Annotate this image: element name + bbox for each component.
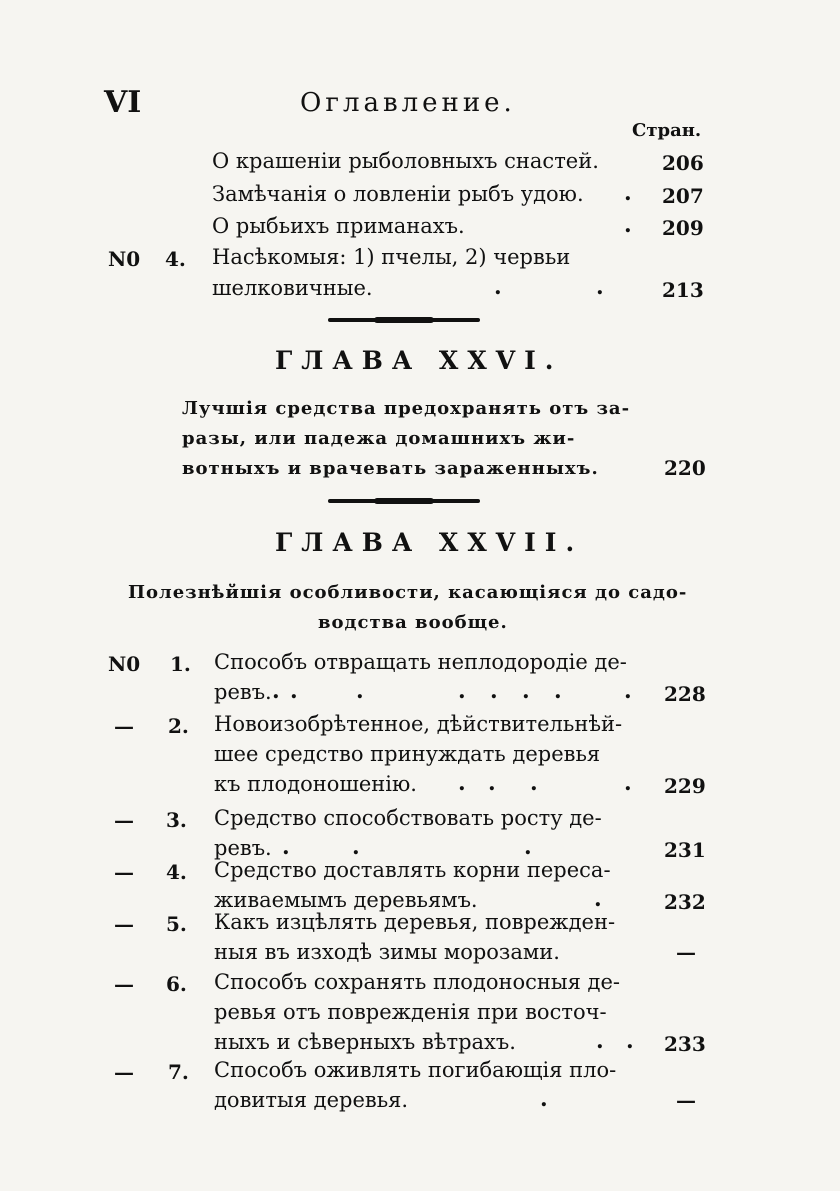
toc-entry-page: 228 — [664, 682, 706, 706]
item-mark: N0 — [108, 247, 141, 271]
toc-entry-page: — — [676, 940, 696, 964]
toc-entry-text: шее средство принуждать деревья — [214, 742, 601, 766]
leader-dot: . — [540, 1086, 548, 1112]
leader-dot: . — [594, 886, 602, 912]
toc-entry-text: къ плодоношенiю. — [214, 772, 417, 796]
toc-entry-text: Новоизобрѣтенное, дѣйствительнѣй- — [214, 712, 623, 736]
toc-entry-page: 220 — [664, 456, 706, 480]
toc-entry-text: ревъ. — [214, 680, 272, 704]
toc-entry-text: ревъ. — [214, 836, 272, 860]
leader-dot: . — [530, 770, 538, 796]
toc-entry-page: 229 — [664, 774, 706, 798]
leader-dot: . — [554, 678, 562, 704]
leader-dot: . — [490, 678, 498, 704]
toc-entry-text: Способъ сохранять плодоносныя де- — [214, 970, 621, 994]
leader-dot: . — [458, 678, 466, 704]
item-mark: — — [114, 912, 134, 936]
toc-entry-page: 233 — [664, 1032, 706, 1056]
toc-entry-text: Какъ изцѣлять деревья, поврежден- — [214, 910, 616, 934]
page-number: VI — [104, 85, 142, 120]
toc-entry-page: 232 — [664, 890, 706, 914]
leader-dot: . — [624, 678, 632, 704]
leader-dot: . — [626, 1028, 634, 1054]
item-number: 4. — [165, 247, 186, 271]
item-mark: — — [114, 860, 134, 884]
item-number: 2. — [168, 714, 189, 738]
toc-entry-page: 209 — [662, 216, 704, 240]
item-number: 3. — [166, 808, 187, 832]
toc-entry-text: Насѣкомыя: 1) пчелы, 2) червьи — [212, 245, 571, 269]
toc-entry-text: довитыя деревья. — [214, 1088, 409, 1112]
toc-entry-text: Средство доставлять корни переса- — [214, 858, 611, 882]
leader-dot: . — [522, 678, 530, 704]
toc-entry-page: 207 — [662, 184, 704, 208]
section-divider — [328, 318, 480, 322]
leader-dot: . — [488, 770, 496, 796]
leader-dot: . — [624, 180, 632, 206]
leader-dot: . — [272, 678, 280, 704]
leader-dot: . — [596, 274, 604, 300]
leader-dot: . — [624, 212, 632, 238]
chapter-heading: ГЛАВА XXVI. — [275, 346, 563, 375]
item-number: 4. — [166, 860, 187, 884]
item-mark: — — [114, 1060, 134, 1084]
leader-dot: . — [352, 834, 360, 860]
chapter-heading: ГЛАВА XXVII. — [275, 528, 584, 557]
toc-entry-text: О крашенiи рыболовныхъ снастей. — [212, 149, 599, 173]
chapter-summary-line: разы, или падежа домашнихъ жи- — [182, 428, 576, 449]
toc-entry-page: 206 — [662, 151, 704, 175]
item-number: 1. — [170, 652, 191, 676]
leader-dot: . — [458, 770, 466, 796]
toc-entry-text: О рыбьихъ приманахъ. — [212, 214, 465, 238]
toc-entry-text: Способъ отвращать неплодородiе де- — [214, 650, 627, 674]
toc-entry-text: ныя въ изходѣ зимы морозами. — [214, 940, 560, 964]
toc-entry-page: — — [676, 1088, 696, 1112]
toc-entry-text: Способъ оживлять погибающiя пло- — [214, 1058, 617, 1082]
item-mark: — — [114, 714, 134, 738]
leader-dot: . — [524, 834, 532, 860]
leader-dot: . — [356, 678, 364, 704]
leader-dot: . — [494, 274, 502, 300]
leader-dot: . — [282, 834, 290, 860]
toc-entry-text: Замѣчанiя о ловленiи рыбъ удою. — [212, 182, 584, 206]
toc-entry-text: шелковичные. — [212, 276, 373, 300]
item-mark: — — [114, 808, 134, 832]
page-column-label: Стран. — [632, 120, 702, 141]
toc-entry-page: 213 — [662, 278, 704, 302]
page-title: Оглавление. — [300, 88, 516, 118]
section-divider — [328, 499, 480, 503]
item-mark: — — [114, 972, 134, 996]
toc-entry-text: Средство способствовать росту де- — [214, 806, 602, 830]
item-number: 5. — [166, 912, 187, 936]
chapter-summary-line: Лучшiя средства предохранять отъ за- — [182, 398, 631, 419]
toc-entry-text: живаемымъ деревьямъ. — [214, 888, 478, 912]
item-number: 7. — [168, 1060, 189, 1084]
item-mark: N0 — [108, 652, 141, 676]
toc-entry-text: ревья отъ поврежденiя при восточ- — [214, 1000, 607, 1024]
leader-dot: . — [596, 1028, 604, 1054]
leader-dot: . — [624, 770, 632, 796]
chapter-summary-line: Полезнѣйшiя особливости, касающiяся до садо- — [128, 582, 688, 603]
toc-entry-text: ныхъ и сѣверныхъ вѣтрахъ. — [214, 1030, 516, 1054]
toc-entry-page: 231 — [664, 838, 706, 862]
item-number: 6. — [166, 972, 187, 996]
chapter-summary-line: вотныхъ и врачевать зараженныхъ. — [182, 458, 599, 479]
leader-dot: . — [290, 678, 298, 704]
chapter-summary-line: водства вообще. — [318, 612, 508, 633]
